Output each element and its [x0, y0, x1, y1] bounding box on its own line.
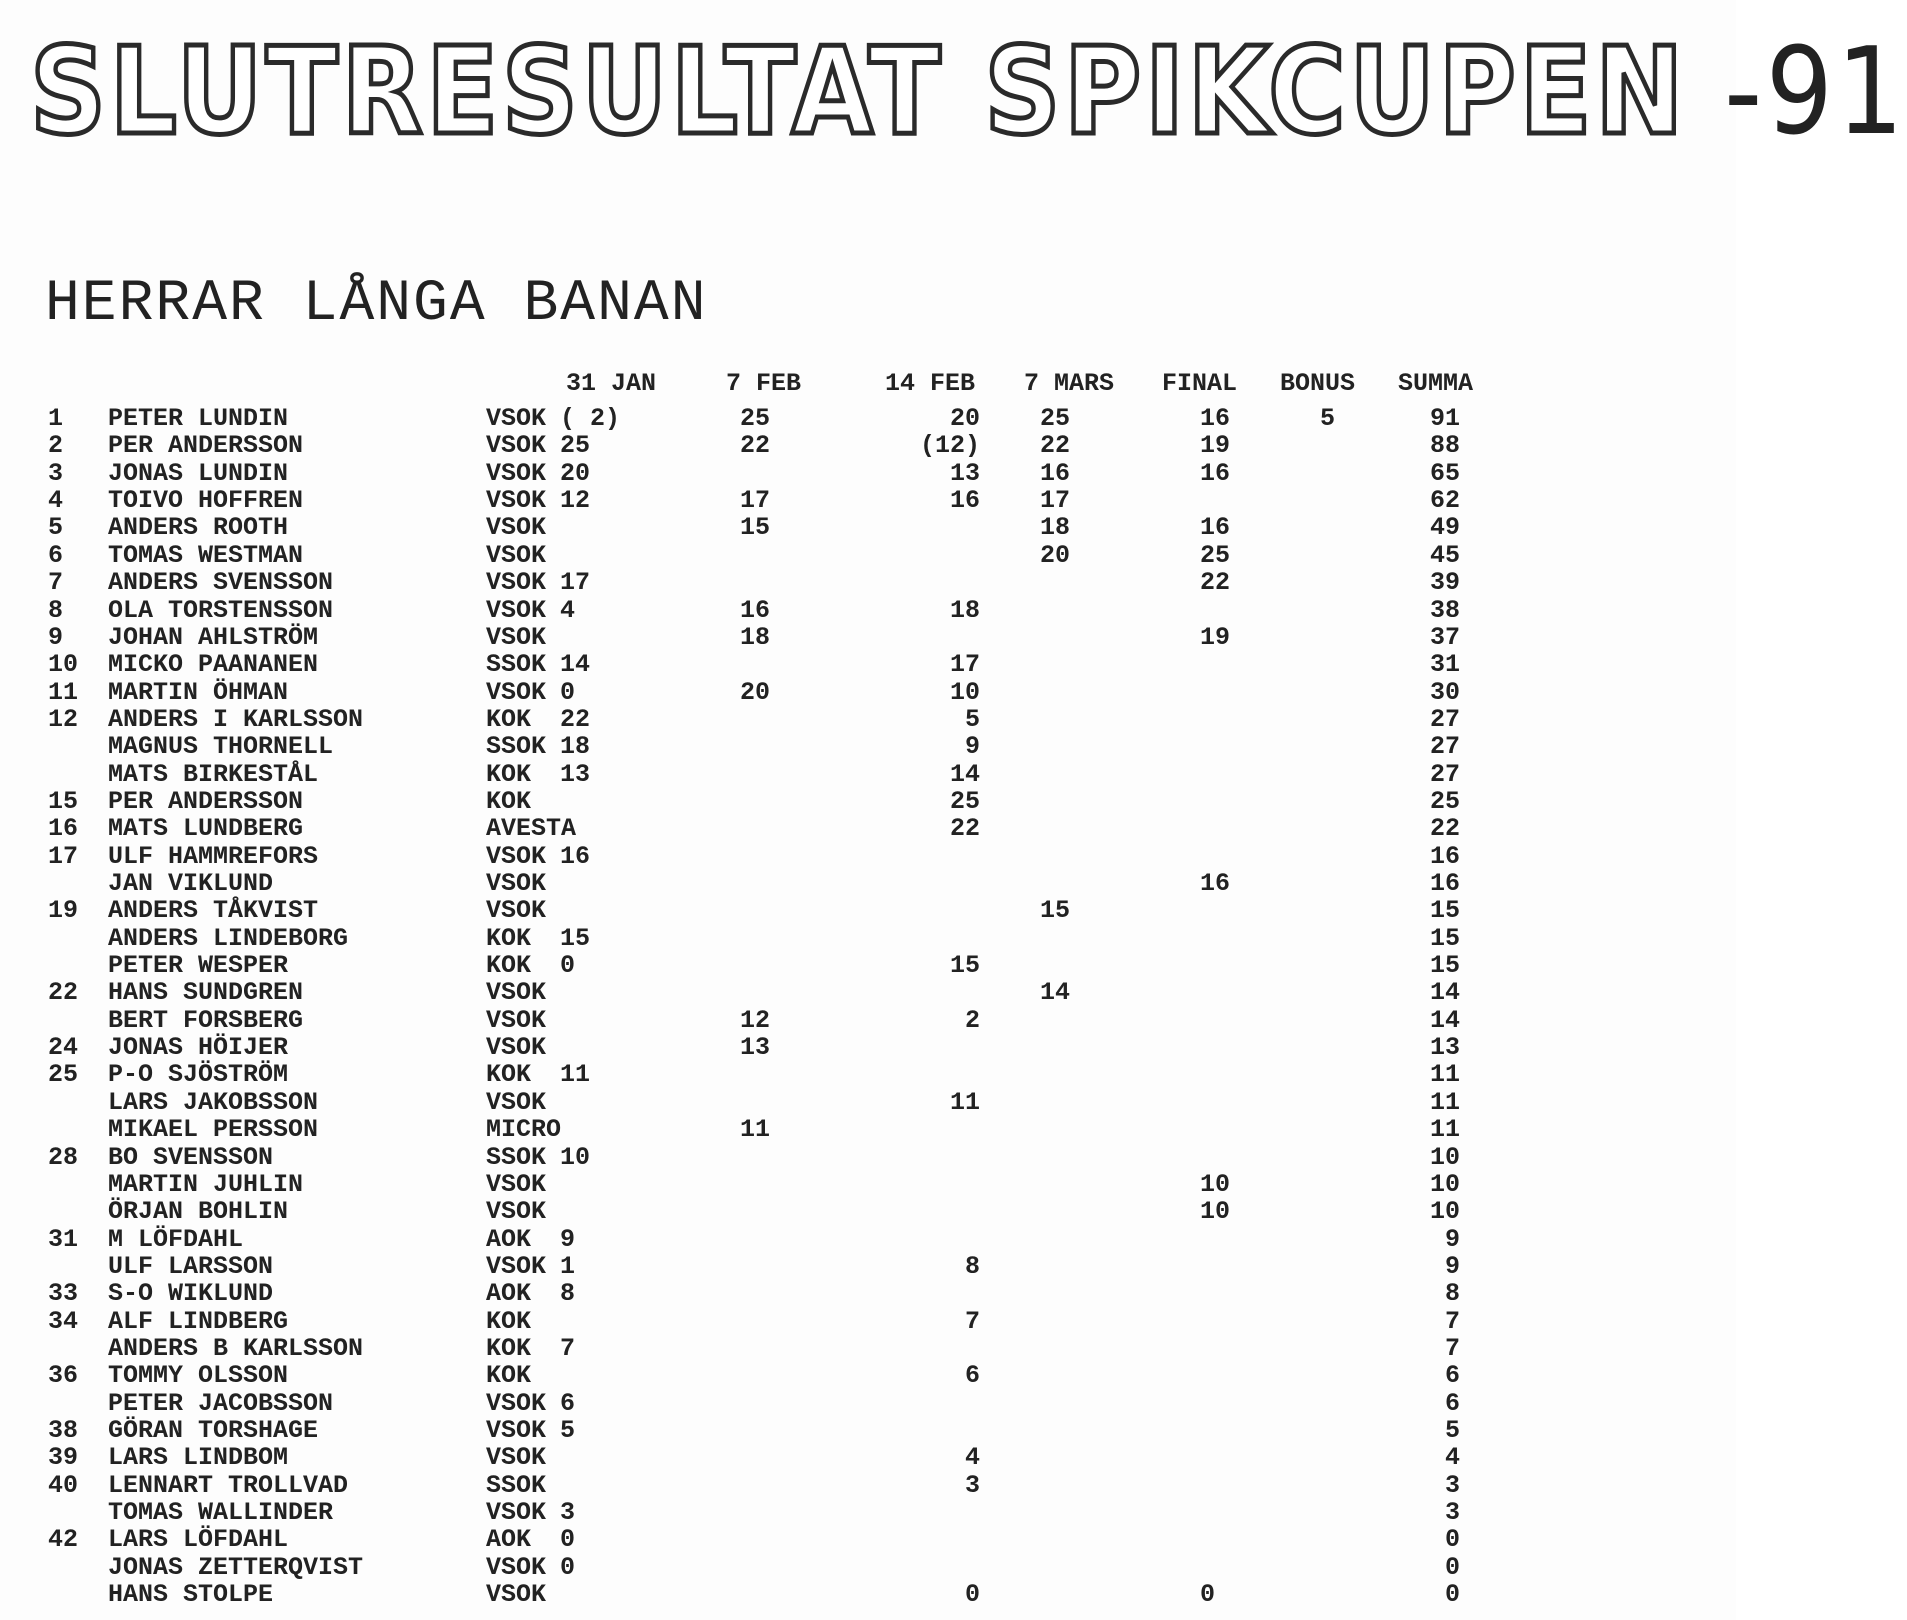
final-cell: 16 [1200, 869, 1231, 898]
name-cell: LENNART TROLLVAD [108, 1470, 349, 1500]
summa-cell: 49 [1429, 513, 1460, 543]
summa-cell: 31 [1429, 650, 1460, 680]
name-cell: ANDERS TÅKVIST [108, 896, 319, 926]
place-cell: 40 [48, 1470, 79, 1500]
name-cell: ANDERS I KARLSSON [108, 704, 364, 734]
mars7-cell: 15 [1040, 896, 1071, 926]
jan31-cell: 0 [560, 1552, 576, 1582]
club-cell: VSOK [486, 677, 547, 707]
club-cell: AVESTA [486, 814, 577, 844]
title-main: SLUTRESULTAT SPIKCUPEN [30, 23, 1688, 162]
club-cell: AOK [486, 1525, 532, 1555]
final-cell: 10 [1200, 1169, 1231, 1199]
jan31-cell: 7 [560, 1333, 576, 1363]
club-cell: KOK [486, 1306, 532, 1336]
summa-cell: 4 [1444, 1443, 1460, 1473]
name-cell: LARS LÖFDAHL [108, 1525, 289, 1555]
jan31-cell: 0 [560, 677, 576, 707]
club-cell: VSOK [486, 1443, 547, 1473]
name-cell: S-O WIKLUND [108, 1279, 274, 1309]
feb7-cell: 13 [740, 1033, 771, 1063]
header-31-jan: 31 JAN [566, 369, 657, 398]
summa-cell: 8 [1444, 1279, 1460, 1309]
summa-cell: 91 [1429, 404, 1460, 433]
jan31-cell: 4 [560, 595, 576, 625]
summa-cell: 3 [1444, 1498, 1460, 1527]
name-cell: ALF LINDBERG [108, 1306, 289, 1336]
club-cell: VSOK [486, 540, 547, 570]
name-cell: ULF LARSSON [108, 1251, 274, 1281]
club-cell: KOK [486, 923, 532, 953]
club-cell: VSOK [486, 1416, 547, 1445]
place-cell: 28 [48, 1142, 79, 1172]
summa-cell: 37 [1429, 622, 1460, 652]
summa-cell: 15 [1429, 951, 1460, 980]
place-cell: 6 [48, 540, 64, 570]
name-cell: HANS STOLPE [108, 1580, 274, 1609]
summa-cell: 14 [1429, 1005, 1460, 1035]
name-cell: TOMMY OLSSON [108, 1361, 289, 1391]
name-cell: JOHAN AHLSTRÖM [108, 622, 319, 652]
feb14-cell: 18 [949, 595, 980, 625]
summa-cell: 0 [1444, 1525, 1460, 1555]
jan31-cell: 11 [560, 1060, 591, 1090]
summa-cell: 39 [1429, 568, 1460, 598]
feb7-cell: 16 [740, 595, 771, 625]
club-cell: VSOK [486, 1580, 547, 1609]
club-cell: VSOK [486, 595, 547, 625]
place-cell: 34 [48, 1306, 79, 1336]
summa-cell: 38 [1429, 595, 1460, 625]
place-cell: 12 [48, 704, 79, 734]
feb14-cell: 14 [949, 759, 980, 789]
club-cell: VSOK [486, 1005, 547, 1035]
feb14-cell: 16 [949, 486, 980, 516]
place-cell: 10 [48, 650, 79, 680]
place-cell: 4 [48, 486, 64, 516]
jan31-cell: 18 [560, 732, 591, 762]
club-cell: SSOK [486, 1142, 547, 1172]
summa-cell: 10 [1429, 1142, 1460, 1172]
feb14-cell: 3 [964, 1470, 980, 1500]
feb7-cell: 18 [740, 622, 771, 652]
club-cell: SSOK [486, 650, 547, 680]
feb7-cell: 11 [740, 1115, 771, 1145]
name-cell: TOMAS WESTMAN [108, 540, 304, 570]
final-cell: 19 [1200, 622, 1231, 652]
name-cell: BO SVENSSON [108, 1142, 274, 1172]
feb14-cell: 15 [949, 951, 980, 980]
jan31-cell: 1 [560, 1251, 576, 1281]
summa-cell: 15 [1429, 896, 1460, 926]
club-cell: KOK [486, 704, 532, 734]
jan31-cell: 14 [560, 650, 591, 680]
name-cell: LARS LINDBOM [108, 1443, 289, 1473]
summa-cell: 11 [1429, 1115, 1460, 1145]
feb14-cell: 4 [964, 1443, 980, 1473]
club-cell: AOK [486, 1224, 532, 1254]
club-cell: KOK [486, 951, 532, 980]
title-suffix: -91 [1687, 23, 1907, 162]
club-cell: SSOK [486, 1470, 547, 1500]
place-cell: 38 [48, 1416, 79, 1445]
summa-cell: 11 [1429, 1060, 1460, 1090]
name-cell: PETER WESPER [108, 951, 289, 980]
club-cell: VSOK [486, 1388, 547, 1418]
name-cell: ÖRJAN BOHLIN [108, 1197, 289, 1227]
name-cell: ULF HAMMREFORS [108, 841, 319, 871]
summa-cell: 16 [1429, 869, 1460, 898]
jan31-cell: ( 2) [560, 404, 621, 433]
bonus-cell: 5 [1320, 404, 1336, 433]
summa-cell: 0 [1444, 1552, 1460, 1582]
summa-cell: 22 [1429, 814, 1460, 844]
feb14-cell: 25 [949, 786, 980, 816]
club-cell: VSOK [486, 1498, 547, 1527]
club-cell: VSOK [486, 1169, 547, 1199]
name-cell: P-O SJÖSTRÖM [108, 1060, 289, 1090]
jan31-cell: 16 [560, 841, 591, 871]
summa-cell: 6 [1444, 1388, 1460, 1418]
final-cell: 16 [1200, 458, 1231, 488]
club-cell: VSOK [486, 1087, 547, 1117]
name-cell: GÖRAN TORSHAGE [108, 1416, 319, 1445]
name-cell: PETER JACOBSSON [108, 1388, 334, 1418]
summa-cell: 30 [1429, 677, 1460, 707]
header-7-feb: 7 FEB [726, 369, 802, 398]
name-cell: PER ANDERSSON [108, 431, 304, 461]
header-7-mars: 7 MARS [1024, 369, 1115, 398]
final-cell: 16 [1200, 404, 1231, 433]
place-cell: 7 [48, 568, 64, 598]
summa-cell: 10 [1429, 1197, 1460, 1227]
summa-cell: 16 [1429, 841, 1460, 871]
final-cell: 0 [1200, 1580, 1216, 1609]
place-cell: 36 [48, 1361, 79, 1391]
name-cell: PETER LUNDIN [108, 404, 289, 433]
club-cell: VSOK [486, 458, 547, 488]
jan31-cell: 0 [560, 951, 576, 980]
summa-cell: 14 [1429, 978, 1460, 1008]
mars7-cell: 20 [1040, 540, 1071, 570]
name-cell: MICKO PAANANEN [108, 650, 319, 680]
club-cell: VSOK [486, 486, 547, 516]
name-cell: JAN VIKLUND [108, 869, 274, 898]
summa-cell: 11 [1429, 1087, 1460, 1117]
club-cell: VSOK [486, 896, 547, 926]
summa-cell: 9 [1444, 1224, 1460, 1254]
name-cell: MATS BIRKESTÅL [108, 759, 319, 789]
name-cell: MATS LUNDBERG [108, 814, 304, 844]
place-cell: 31 [48, 1224, 79, 1254]
mars7-cell: 22 [1040, 431, 1071, 461]
feb14-cell: 5 [964, 704, 980, 734]
club-cell: SSOK [486, 732, 547, 762]
club-cell: VSOK [486, 404, 547, 433]
jan31-cell: 13 [560, 759, 591, 789]
jan31-cell: 0 [560, 1525, 576, 1555]
name-cell: ANDERS B KARLSSON [108, 1333, 364, 1363]
name-cell: JONAS ZETTERQVIST [108, 1552, 364, 1582]
place-cell: 25 [48, 1060, 79, 1090]
club-cell: MICRO [486, 1115, 562, 1145]
name-cell: M LÖFDAHL [108, 1224, 244, 1254]
name-cell: OLA TORSTENSSON [108, 595, 334, 625]
page-title [30, 18, 1907, 168]
name-cell: JONAS LUNDIN [108, 458, 289, 488]
name-cell: MARTIN JUHLIN [108, 1169, 304, 1199]
summa-cell: 5 [1444, 1416, 1460, 1445]
place-cell: 22 [48, 978, 79, 1008]
header-summa: SUMMA [1398, 369, 1474, 398]
club-cell: KOK [486, 1333, 532, 1363]
section-heading: HERRAR LÅNGA BANAN [45, 272, 708, 337]
club-cell: VSOK [486, 1251, 547, 1281]
name-cell: JONAS HÖIJER [108, 1033, 289, 1063]
summa-cell: 65 [1429, 458, 1460, 488]
name-cell: TOIVO HOFFREN [108, 486, 304, 516]
jan31-cell: 10 [560, 1142, 591, 1172]
club-cell: VSOK [486, 841, 547, 871]
name-cell: TOMAS WALLINDER [108, 1498, 334, 1527]
name-cell: PER ANDERSSON [108, 786, 304, 816]
summa-cell: 0 [1444, 1580, 1460, 1609]
final-cell: 19 [1200, 431, 1231, 461]
feb7-cell: 15 [740, 513, 771, 543]
club-cell: KOK [486, 1361, 532, 1391]
place-cell: 17 [48, 841, 79, 871]
place-cell: 19 [48, 896, 79, 926]
jan31-cell: 22 [560, 704, 591, 734]
jan31-cell: 5 [560, 1416, 576, 1445]
feb14-cell: 10 [949, 677, 980, 707]
club-cell: VSOK [486, 869, 547, 898]
summa-cell: 3 [1444, 1470, 1460, 1500]
mars7-cell: 17 [1040, 486, 1071, 516]
club-cell: VSOK [486, 978, 547, 1008]
place-cell: 11 [48, 677, 79, 707]
club-cell: VSOK [486, 1033, 547, 1063]
place-cell: 8 [48, 595, 64, 625]
jan31-cell: 3 [560, 1498, 576, 1527]
name-cell: BERT FORSBERG [108, 1005, 304, 1035]
summa-cell: 7 [1444, 1306, 1460, 1336]
summa-cell: 45 [1429, 540, 1460, 570]
feb14-cell: 2 [964, 1005, 980, 1035]
club-cell: VSOK [486, 568, 547, 598]
club-cell: KOK [486, 759, 532, 789]
jan31-cell: 6 [560, 1388, 576, 1418]
feb14-cell: 0 [964, 1580, 980, 1609]
jan31-cell: 20 [560, 458, 591, 488]
club-cell: VSOK [486, 1552, 547, 1582]
feb7-cell: 20 [740, 677, 771, 707]
feb14-cell: 9 [964, 732, 980, 762]
place-cell: 1 [48, 404, 64, 433]
final-cell: 10 [1200, 1197, 1231, 1227]
summa-cell: 6 [1444, 1361, 1460, 1391]
club-cell: KOK [486, 1060, 532, 1090]
place-cell: 42 [48, 1525, 79, 1555]
club-cell: VSOK [486, 1197, 547, 1227]
final-cell: 25 [1200, 540, 1231, 570]
jan31-cell: 9 [560, 1224, 576, 1254]
header-14-feb: 14 FEB [885, 369, 976, 398]
jan31-cell: 8 [560, 1279, 576, 1309]
summa-cell: 88 [1429, 431, 1460, 461]
feb7-cell: 17 [740, 486, 771, 516]
mars7-cell: 14 [1040, 978, 1071, 1008]
summa-cell: 9 [1444, 1251, 1460, 1281]
mars7-cell: 18 [1040, 513, 1071, 543]
feb7-cell: 22 [740, 431, 771, 461]
header-final: FINAL [1162, 369, 1238, 398]
final-cell: 22 [1200, 568, 1231, 598]
name-cell: ANDERS LINDEBORG [108, 923, 349, 953]
feb14-cell: 20 [949, 404, 980, 433]
header-bonus: BONUS [1280, 369, 1356, 398]
summa-cell: 10 [1429, 1169, 1460, 1199]
place-cell: 24 [48, 1033, 79, 1063]
jan31-cell: 12 [560, 486, 591, 516]
name-cell: ANDERS ROOTH [108, 513, 289, 543]
name-cell: MIKAEL PERSSON [108, 1115, 319, 1145]
mars7-cell: 16 [1040, 458, 1071, 488]
feb14-cell: 22 [949, 814, 980, 844]
place-cell: 33 [48, 1279, 79, 1309]
feb7-cell: 25 [740, 404, 771, 433]
feb14-cell: 17 [949, 650, 980, 680]
name-cell: LARS JAKOBSSON [108, 1087, 319, 1117]
summa-cell: 27 [1429, 759, 1460, 789]
place-cell: 16 [48, 814, 79, 844]
place-cell: 3 [48, 458, 64, 488]
name-cell: MARTIN ÖHMAN [108, 677, 289, 707]
place-cell: 5 [48, 513, 64, 543]
feb14-cell: (12) [919, 431, 980, 461]
mars7-cell: 25 [1040, 404, 1071, 433]
summa-cell: 62 [1429, 486, 1460, 516]
summa-cell: 25 [1429, 786, 1460, 816]
jan31-cell: 17 [560, 568, 591, 598]
club-cell: KOK [486, 786, 532, 816]
feb14-cell: 8 [964, 1251, 980, 1281]
name-cell: MAGNUS THORNELL [108, 732, 334, 762]
summa-cell: 7 [1444, 1333, 1460, 1363]
jan31-cell: 15 [560, 923, 591, 953]
club-cell: VSOK [486, 513, 547, 543]
feb14-cell: 7 [964, 1306, 980, 1336]
summa-cell: 13 [1429, 1033, 1460, 1063]
feb14-cell: 13 [949, 458, 980, 488]
feb14-cell: 11 [949, 1087, 980, 1117]
place-cell: 2 [48, 431, 64, 461]
place-cell: 9 [48, 622, 64, 652]
club-cell: VSOK [486, 622, 547, 652]
place-cell: 15 [48, 786, 79, 816]
place-cell: 39 [48, 1443, 79, 1473]
name-cell: HANS SUNDGREN [108, 978, 304, 1008]
summa-cell: 27 [1429, 704, 1460, 734]
club-cell: VSOK [486, 431, 547, 461]
name-cell: ANDERS SVENSSON [108, 568, 334, 598]
summa-cell: 15 [1429, 923, 1460, 953]
feb7-cell: 12 [740, 1005, 771, 1035]
feb14-cell: 6 [964, 1361, 980, 1391]
jan31-cell: 25 [560, 431, 591, 461]
summa-cell: 27 [1429, 732, 1460, 762]
final-cell: 16 [1200, 513, 1231, 543]
club-cell: AOK [486, 1279, 532, 1309]
